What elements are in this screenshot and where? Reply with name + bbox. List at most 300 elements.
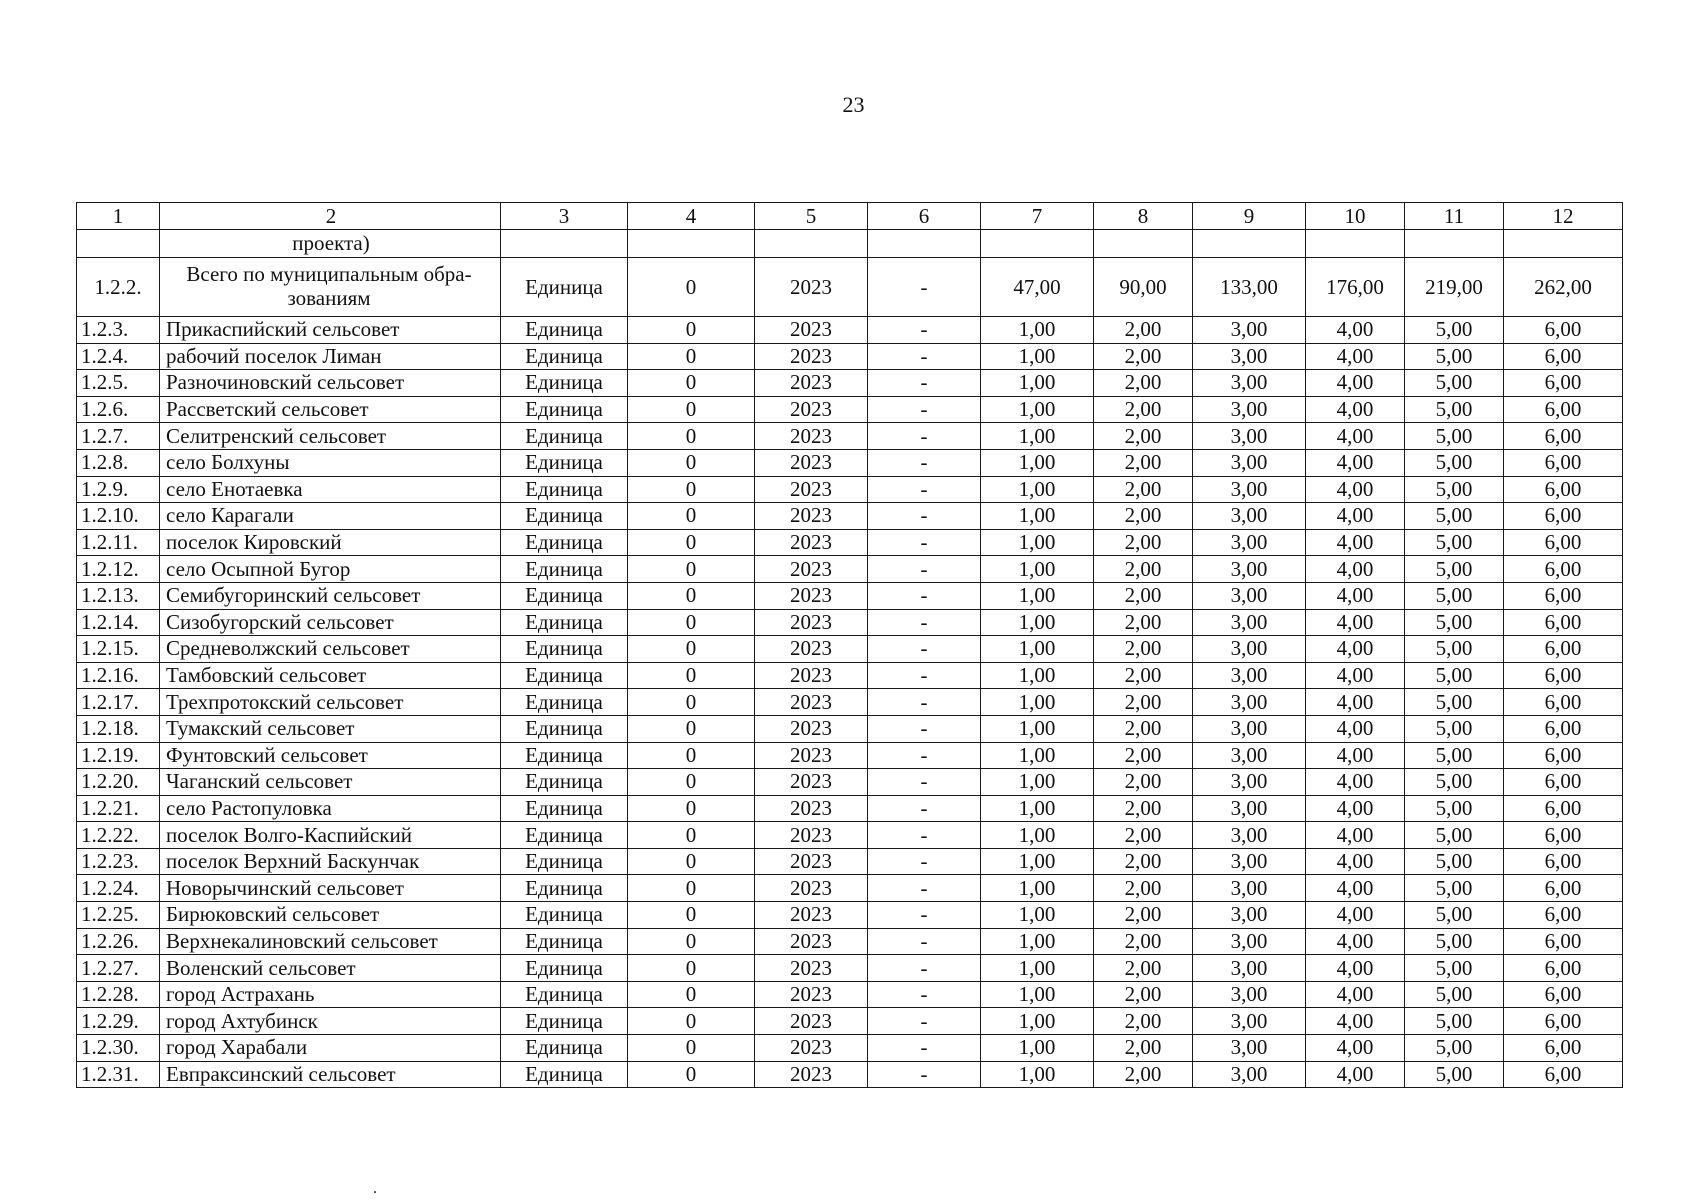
table-cell-col-10: 4,00 — [1306, 742, 1405, 769]
table-cell-col-12: 6,00 — [1504, 396, 1623, 423]
table-cell-col-name: село Болхуны — [160, 449, 501, 476]
table-cell-col-9: 3,00 — [1193, 556, 1306, 583]
table-cell-col-9: 3,00 — [1193, 609, 1306, 636]
table-cell-col-base: 0 — [628, 636, 755, 663]
table-cell-col-number: 1.2.4. — [77, 343, 160, 370]
table-cell-col-number: 1 — [77, 203, 160, 230]
table-cell-col-11: 5,00 — [1405, 529, 1504, 556]
table-cell-col-year: 2023 — [755, 662, 868, 689]
table-cell-col-8: 2,00 — [1094, 396, 1193, 423]
table-cell-col-number: 1.2.12. — [77, 556, 160, 583]
table-cell-col-6: - — [868, 902, 981, 929]
table-cell-col-name: село Осыпной Бугор — [160, 556, 501, 583]
table-cell-col-unit: Единица — [501, 449, 628, 476]
table-cell-col-number: 1.2.21. — [77, 795, 160, 822]
table-cell-col-number: 1.2.8. — [77, 449, 160, 476]
table-cell-col-base: 0 — [628, 396, 755, 423]
table-cell-col-unit: Единица — [501, 902, 628, 929]
table-row — [77, 503, 1623, 530]
table-cell-col-10: 4,00 — [1306, 636, 1405, 663]
table-cell-col-6: - — [868, 715, 981, 742]
table-cell-col-7: 1,00 — [981, 875, 1094, 902]
table-cell-col-8: 2,00 — [1094, 1061, 1193, 1088]
table-cell-col-number: 1.2.19. — [77, 742, 160, 769]
table-cell-col-6: - — [868, 582, 981, 609]
table-cell-col-9: 3,00 — [1193, 343, 1306, 370]
table-cell-col-base: 4 — [628, 203, 755, 230]
table-cell-col-8: 90,00 — [1094, 258, 1193, 317]
table-cell-col-unit: Единица — [501, 343, 628, 370]
table-cell-col-8: 2,00 — [1094, 955, 1193, 982]
table-cell-col-9: 3,00 — [1193, 955, 1306, 982]
table-cell-col-number: 1.2.5. — [77, 370, 160, 397]
table-cell-col-number: 1.2.15. — [77, 636, 160, 663]
table-cell-col-unit: Единица — [501, 955, 628, 982]
table-row — [77, 582, 1623, 609]
table-cell-col-12: 6,00 — [1504, 715, 1623, 742]
table-cell-col-12 — [1504, 230, 1623, 258]
table-cell-col-6: - — [868, 258, 981, 317]
table-cell-col-8: 2,00 — [1094, 636, 1193, 663]
table-cell-col-year: 2023 — [755, 556, 868, 583]
table-cell-col-unit: Единица — [501, 423, 628, 450]
table-cell-col-10: 4,00 — [1306, 1035, 1405, 1062]
table-row — [77, 1008, 1623, 1035]
table-cell-col-unit: Единица — [501, 1008, 628, 1035]
table-cell-col-8: 2,00 — [1094, 343, 1193, 370]
table-cell-col-7: 1,00 — [981, 662, 1094, 689]
table-cell-col-9: 3,00 — [1193, 476, 1306, 503]
table-cell-col-8: 2,00 — [1094, 529, 1193, 556]
table-cell-col-7: 1,00 — [981, 396, 1094, 423]
table-cell-col-10: 4,00 — [1306, 582, 1405, 609]
table-cell-col-10: 4,00 — [1306, 1061, 1405, 1088]
table-cell-col-11: 5,00 — [1405, 1008, 1504, 1035]
table-cell-col-base: 0 — [628, 423, 755, 450]
table-cell-col-10: 4,00 — [1306, 317, 1405, 344]
table-cell-col-unit: Единица — [501, 370, 628, 397]
table-cell-col-10: 4,00 — [1306, 529, 1405, 556]
table-cell-col-11: 5,00 — [1405, 449, 1504, 476]
table-cell-col-9 — [1193, 230, 1306, 258]
table-cell-col-8: 2,00 — [1094, 582, 1193, 609]
table-cell-col-unit: Единица — [501, 396, 628, 423]
table-cell-col-unit: Единица — [501, 582, 628, 609]
table-cell-col-12: 6,00 — [1504, 636, 1623, 663]
table-cell-col-unit: Единица — [501, 742, 628, 769]
table-row — [77, 529, 1623, 556]
table-cell-col-year: 2023 — [755, 1035, 868, 1062]
table-cell-col-base: 0 — [628, 370, 755, 397]
table-cell-col-unit: Единица — [501, 317, 628, 344]
table-cell-col-6: - — [868, 423, 981, 450]
table-cell-col-base: 0 — [628, 529, 755, 556]
table-cell-col-9: 3,00 — [1193, 1008, 1306, 1035]
table-cell-col-name: Селитренский сельсовет — [160, 423, 501, 450]
table-cell-col-number: 1.2.27. — [77, 955, 160, 982]
table-cell-col-10: 4,00 — [1306, 822, 1405, 849]
table-cell-col-7: 1,00 — [981, 742, 1094, 769]
table-cell-col-7: 1,00 — [981, 556, 1094, 583]
table-cell-col-10: 4,00 — [1306, 715, 1405, 742]
table-row — [77, 423, 1623, 450]
table-cell-col-name: Новорычинский сельсовет — [160, 875, 501, 902]
table-cell-col-9: 3,00 — [1193, 689, 1306, 716]
table-row — [77, 715, 1623, 742]
table-cell-col-6: - — [868, 529, 981, 556]
table-row — [77, 556, 1623, 583]
table-cell-col-9: 3,00 — [1193, 529, 1306, 556]
table-cell-col-10: 4,00 — [1306, 343, 1405, 370]
table-cell-col-year: 2023 — [755, 1008, 868, 1035]
table-cell-col-year: 2023 — [755, 742, 868, 769]
table-cell-col-11: 5,00 — [1405, 1061, 1504, 1088]
table-cell-col-unit: Единица — [501, 556, 628, 583]
table-cell-col-name: Верхнекалиновский сельсовет — [160, 928, 501, 955]
table-cell-col-base: 0 — [628, 742, 755, 769]
table-cell-col-number: 1.2.18. — [77, 715, 160, 742]
table-cell-col-number: 1.2.3. — [77, 317, 160, 344]
table-cell-col-9: 133,00 — [1193, 258, 1306, 317]
table-cell-col-11: 11 — [1405, 203, 1504, 230]
table-cell-col-11: 5,00 — [1405, 955, 1504, 982]
table-cell-col-name: село Растопуловка — [160, 795, 501, 822]
table-cell-col-9: 3,00 — [1193, 875, 1306, 902]
table-cell-col-11: 5,00 — [1405, 423, 1504, 450]
table-cell-col-6: - — [868, 662, 981, 689]
table-cell-col-8: 2,00 — [1094, 902, 1193, 929]
indicator-table — [76, 202, 1623, 1088]
table-cell-col-name: Тумакский сельсовет — [160, 715, 501, 742]
table-cell-col-6: - — [868, 875, 981, 902]
table-row — [77, 689, 1623, 716]
table-cell-col-7: 1,00 — [981, 609, 1094, 636]
table-cell-col-7: 1,00 — [981, 503, 1094, 530]
table-cell-col-7: 1,00 — [981, 981, 1094, 1008]
table-cell-col-11: 5,00 — [1405, 875, 1504, 902]
table-cell-col-name: город Астрахань — [160, 981, 501, 1008]
table-cell-col-year: 2023 — [755, 343, 868, 370]
table-cell-col-name: Разночиновский сельсовет — [160, 370, 501, 397]
table-cell-col-12: 6,00 — [1504, 822, 1623, 849]
table-cell-col-name: Евпраксинский сельсовет — [160, 1061, 501, 1088]
table-cell-col-6: - — [868, 822, 981, 849]
table-cell-col-7: 1,00 — [981, 689, 1094, 716]
table-cell-col-6: - — [868, 449, 981, 476]
table-cell-col-11: 5,00 — [1405, 503, 1504, 530]
table-cell-col-11: 5,00 — [1405, 1035, 1504, 1062]
table-cell-col-number: 1.2.31. — [77, 1061, 160, 1088]
table-cell-col-11: 5,00 — [1405, 795, 1504, 822]
table-cell-col-year: 2023 — [755, 689, 868, 716]
table-cell-col-number: 1.2.28. — [77, 981, 160, 1008]
table-cell-col-year: 2023 — [755, 370, 868, 397]
table-cell-col-name: Рассветский сельсовет — [160, 396, 501, 423]
table-cell-col-number: 1.2.25. — [77, 902, 160, 929]
table-cell-col-11: 5,00 — [1405, 769, 1504, 796]
table-cell-col-11: 5,00 — [1405, 476, 1504, 503]
table-cell-col-unit: 3 — [501, 203, 628, 230]
table-cell-col-unit: Единица — [501, 1035, 628, 1062]
table-cell-col-unit: Единица — [501, 981, 628, 1008]
table-cell-col-10: 4,00 — [1306, 928, 1405, 955]
table-cell-col-8: 2,00 — [1094, 928, 1193, 955]
table-cell-col-12: 6,00 — [1504, 449, 1623, 476]
table-cell-col-year: 2023 — [755, 582, 868, 609]
table-cell-col-12: 6,00 — [1504, 662, 1623, 689]
table-cell-col-6 — [868, 230, 981, 258]
table-cell-col-10: 4,00 — [1306, 396, 1405, 423]
table-cell-col-unit — [501, 230, 628, 258]
table-cell-col-12: 6,00 — [1504, 689, 1623, 716]
table-row — [77, 370, 1623, 397]
table-cell-col-6: - — [868, 689, 981, 716]
table-cell-col-11: 5,00 — [1405, 822, 1504, 849]
table-cell-col-8: 2,00 — [1094, 556, 1193, 583]
table-cell-col-name: село Карагали — [160, 503, 501, 530]
table-cell-col-year: 2023 — [755, 476, 868, 503]
table-cell-col-10: 4,00 — [1306, 955, 1405, 982]
table-cell-col-11: 5,00 — [1405, 609, 1504, 636]
table-cell-col-12: 6,00 — [1504, 1008, 1623, 1035]
table-cell-col-11: 5,00 — [1405, 848, 1504, 875]
table-cell-col-number: 1.2.10. — [77, 503, 160, 530]
table-cell-col-7: 1,00 — [981, 928, 1094, 955]
table-cell-col-7: 1,00 — [981, 317, 1094, 344]
table-cell-col-year: 2023 — [755, 1061, 868, 1088]
table-cell-col-year: 2023 — [755, 636, 868, 663]
table-row — [77, 902, 1623, 929]
table-row — [77, 636, 1623, 663]
table-cell-col-8: 2,00 — [1094, 1035, 1193, 1062]
table-cell-col-11: 5,00 — [1405, 556, 1504, 583]
table-cell-col-7: 1,00 — [981, 423, 1094, 450]
table-cell-col-7: 1,00 — [981, 1035, 1094, 1062]
table-cell-col-name: Средневолжский сельсовет — [160, 636, 501, 663]
table-cell-col-6: - — [868, 795, 981, 822]
table-cell-col-name: Тамбовский сельсовет — [160, 662, 501, 689]
table-cell-col-base: 0 — [628, 715, 755, 742]
table-row — [77, 955, 1623, 982]
table-row — [77, 769, 1623, 796]
table-cell-col-name: Семибугоринский сельсовет — [160, 582, 501, 609]
table-cell-col-name: Прикаспийский сельсовет — [160, 317, 501, 344]
table-cell-col-unit: Единица — [501, 258, 628, 317]
table-cell-col-base: 0 — [628, 1008, 755, 1035]
table-cell-col-unit: Единица — [501, 529, 628, 556]
table-cell-col-9: 3,00 — [1193, 582, 1306, 609]
table-row — [77, 875, 1623, 902]
table-cell-col-8: 2,00 — [1094, 476, 1193, 503]
table-cell-col-unit: Единица — [501, 848, 628, 875]
table-cell-col-year: 2023 — [755, 875, 868, 902]
table-cell-col-12: 6,00 — [1504, 902, 1623, 929]
table-cell-col-unit: Единица — [501, 689, 628, 716]
table-cell-col-year: 5 — [755, 203, 868, 230]
table-cell-col-12: 6,00 — [1504, 476, 1623, 503]
table-cell-col-12: 6,00 — [1504, 1035, 1623, 1062]
table-cell-col-base: 0 — [628, 875, 755, 902]
table-cell-col-year: 2023 — [755, 317, 868, 344]
table-cell-col-number: 1.2.30. — [77, 1035, 160, 1062]
table-row — [77, 449, 1623, 476]
table-cell-col-10: 4,00 — [1306, 981, 1405, 1008]
table-cell-col-8: 2,00 — [1094, 742, 1193, 769]
table-cell-col-number: 1.2.6. — [77, 396, 160, 423]
table-cell-col-8: 2,00 — [1094, 609, 1193, 636]
table-cell-col-8: 2,00 — [1094, 1008, 1193, 1035]
table-header-row — [77, 203, 1623, 230]
table-cell-col-9: 3,00 — [1193, 822, 1306, 849]
table-cell-col-7: 7 — [981, 203, 1094, 230]
table-cell-col-number — [77, 230, 160, 258]
table-cell-col-9: 3,00 — [1193, 662, 1306, 689]
table-cell-col-year — [755, 230, 868, 258]
table-cell-col-8: 2,00 — [1094, 423, 1193, 450]
table-body — [77, 203, 1623, 1088]
table-continuation-row — [77, 230, 1623, 258]
table-cell-col-base: 0 — [628, 981, 755, 1008]
table-cell-col-name: Фунтовский сельсовет — [160, 742, 501, 769]
table-cell-col-12: 6,00 — [1504, 582, 1623, 609]
table-cell-col-6: - — [868, 955, 981, 982]
table-cell-col-9: 3,00 — [1193, 981, 1306, 1008]
table-row — [77, 742, 1623, 769]
table-cell-col-base: 0 — [628, 848, 755, 875]
table-cell-col-unit: Единица — [501, 503, 628, 530]
table-cell-col-unit: Единица — [501, 822, 628, 849]
table-cell-col-name: Воленский сельсовет — [160, 955, 501, 982]
table-cell-col-7: 1,00 — [981, 343, 1094, 370]
table-cell-col-year: 2023 — [755, 848, 868, 875]
table-cell-col-10: 4,00 — [1306, 609, 1405, 636]
table-cell-col-name: поселок Волго-Каспийский — [160, 822, 501, 849]
table-cell-col-7: 1,00 — [981, 582, 1094, 609]
table-cell-col-10: 4,00 — [1306, 423, 1405, 450]
table-cell-col-12: 6,00 — [1504, 343, 1623, 370]
table-cell-col-10: 4,00 — [1306, 370, 1405, 397]
table-cell-col-name: Бирюковский сельсовет — [160, 902, 501, 929]
table-row — [77, 848, 1623, 875]
table-cell-col-year: 2023 — [755, 902, 868, 929]
table-cell-col-6: - — [868, 769, 981, 796]
table-row — [77, 795, 1623, 822]
table-row — [77, 662, 1623, 689]
table-cell-col-name: проекта) — [160, 230, 501, 258]
table-cell-col-9: 3,00 — [1193, 503, 1306, 530]
table-cell-col-7: 1,00 — [981, 795, 1094, 822]
table-cell-col-name: Сизобугорский сельсовет — [160, 609, 501, 636]
table-cell-col-base: 0 — [628, 822, 755, 849]
table-cell-col-11: 5,00 — [1405, 928, 1504, 955]
table-cell-col-number: 1.2.11. — [77, 529, 160, 556]
table-cell-col-year: 2023 — [755, 503, 868, 530]
table-cell-col-8: 2,00 — [1094, 769, 1193, 796]
table-cell-col-name: поселок Верхний Баскунчак — [160, 848, 501, 875]
table-cell-col-12: 6,00 — [1504, 423, 1623, 450]
table-cell-col-year: 2023 — [755, 955, 868, 982]
table-cell-col-number: 1.2.7. — [77, 423, 160, 450]
table-cell-col-11: 5,00 — [1405, 902, 1504, 929]
table-cell-col-10: 10 — [1306, 203, 1405, 230]
table-cell-col-10: 4,00 — [1306, 449, 1405, 476]
table-cell-col-base: 0 — [628, 556, 755, 583]
table-cell-col-year: 2023 — [755, 423, 868, 450]
table-cell-col-12: 6,00 — [1504, 955, 1623, 982]
table-cell-col-year: 2023 — [755, 928, 868, 955]
table-cell-col-base: 0 — [628, 902, 755, 929]
table-row — [77, 396, 1623, 423]
table-cell-col-6: - — [868, 503, 981, 530]
table-cell-col-11: 5,00 — [1405, 396, 1504, 423]
table-cell-col-number: 1.2.23. — [77, 848, 160, 875]
table-cell-col-7: 1,00 — [981, 529, 1094, 556]
table-cell-col-unit: Единица — [501, 928, 628, 955]
table-cell-col-11: 5,00 — [1405, 715, 1504, 742]
table-cell-col-7: 1,00 — [981, 848, 1094, 875]
table-row — [77, 1035, 1623, 1062]
table-cell-col-8: 2,00 — [1094, 689, 1193, 716]
table-cell-col-6: - — [868, 1035, 981, 1062]
table-cell-col-9: 3,00 — [1193, 902, 1306, 929]
table-cell-col-unit: Единица — [501, 769, 628, 796]
table-cell-col-12: 6,00 — [1504, 609, 1623, 636]
table-cell-col-number: 1.2.13. — [77, 582, 160, 609]
table-cell-col-10: 4,00 — [1306, 875, 1405, 902]
table-cell-col-name: 2 — [160, 203, 501, 230]
table-cell-col-base: 0 — [628, 795, 755, 822]
table-cell-col-12: 6,00 — [1504, 529, 1623, 556]
table-cell-col-8: 2,00 — [1094, 662, 1193, 689]
table-cell-col-7: 1,00 — [981, 1061, 1094, 1088]
table-cell-col-12: 6,00 — [1504, 981, 1623, 1008]
table-cell-col-8 — [1094, 230, 1193, 258]
table-cell-col-10: 4,00 — [1306, 1008, 1405, 1035]
table-cell-col-11: 219,00 — [1405, 258, 1504, 317]
table-cell-col-number: 1.2.2. — [77, 258, 160, 317]
table-cell-col-7: 1,00 — [981, 449, 1094, 476]
table-cell-col-7: 1,00 — [981, 370, 1094, 397]
table-cell-col-number: 1.2.17. — [77, 689, 160, 716]
table-cell-col-12: 6,00 — [1504, 317, 1623, 344]
table-cell-col-unit: Единица — [501, 715, 628, 742]
table-cell-col-7: 1,00 — [981, 902, 1094, 929]
table-cell-col-number: 1.2.9. — [77, 476, 160, 503]
table-cell-col-10: 4,00 — [1306, 476, 1405, 503]
table-cell-col-year: 2023 — [755, 795, 868, 822]
table-cell-col-base: 0 — [628, 609, 755, 636]
table-cell-col-base: 0 — [628, 662, 755, 689]
table-cell-col-base — [628, 230, 755, 258]
table-cell-col-10: 176,00 — [1306, 258, 1405, 317]
table-cell-col-9: 3,00 — [1193, 423, 1306, 450]
table-cell-col-6: - — [868, 928, 981, 955]
table-cell-col-year: 2023 — [755, 609, 868, 636]
table-cell-col-11 — [1405, 230, 1504, 258]
table-cell-col-base: 0 — [628, 769, 755, 796]
table-cell-col-11: 5,00 — [1405, 662, 1504, 689]
table-row — [77, 981, 1623, 1008]
table-cell-col-number: 1.2.22. — [77, 822, 160, 849]
table-row — [77, 258, 1623, 317]
table-cell-col-name: село Енотаевка — [160, 476, 501, 503]
table-cell-col-base: 0 — [628, 1061, 755, 1088]
table-cell-col-unit: Единица — [501, 476, 628, 503]
table-cell-col-9: 3,00 — [1193, 1061, 1306, 1088]
table-cell-col-8: 2,00 — [1094, 822, 1193, 849]
table-cell-col-year: 2023 — [755, 529, 868, 556]
table-cell-col-base: 0 — [628, 258, 755, 317]
